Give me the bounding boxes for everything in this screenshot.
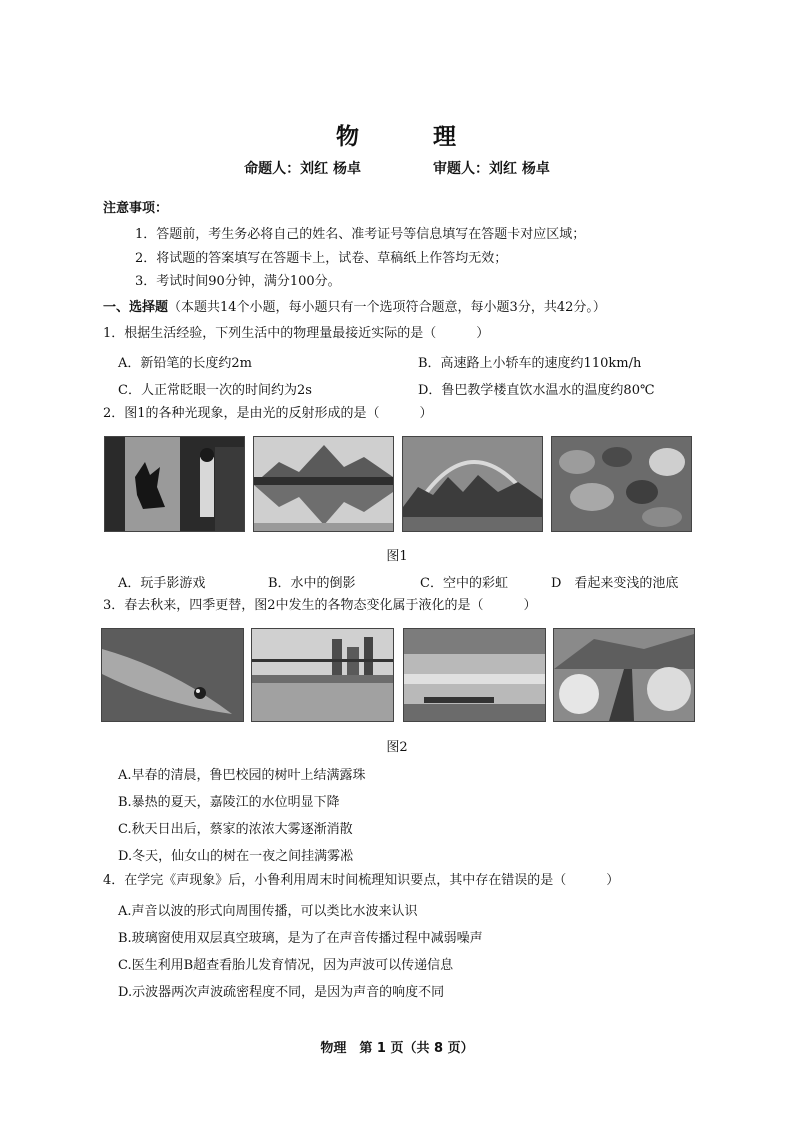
water-reflection-photo [253, 436, 394, 532]
question-2-text: 2．图1的各种光现象，是由光的反射形成的是（ [103, 406, 380, 421]
q2-option-a: A．玩手影游戏 [118, 576, 206, 591]
q3-option-d: D.冬天，仙女山的树在一夜之间挂满雾凇 [118, 849, 354, 864]
notice-item-1: 1．答题前，考生务必将自己的姓名、准考证号等信息填写在答题卡对应区域； [135, 227, 586, 242]
shadow-puppet-photo [104, 436, 245, 532]
dew-leaf-photo [101, 628, 244, 722]
question-4-text: 4．在学完《声现象》后，小鲁利用周末时间梳理知识要点，其中存在错误的是（ [103, 873, 567, 888]
q1-option-c: C．人正常眨眼一次的时间约为2s [118, 383, 312, 398]
reviewer-label: 审题人：刘红 杨卓 [433, 161, 550, 177]
question-4-close: ） [606, 873, 620, 888]
question-2-stem [103, 405, 433, 423]
question-3-text: 3．春去秋来，四季更替，图2中发生的各物态变化属于液化的是（ [103, 598, 484, 613]
q4-option-a: A.声音以波的形式向周围传播，可以类比水波来认识 [118, 904, 418, 919]
section-heading [103, 299, 606, 317]
question-2-close: ） [419, 406, 433, 421]
setter-label: 命题人：刘红 杨卓 [244, 161, 361, 177]
section-desc: （本题共14个小题，每小题只有一个选项符合题意，每小题3分，共42分。） [168, 300, 606, 315]
q1-option-b: B．高速路上小轿车的速度约110km/h [418, 356, 642, 371]
river-city-photo [251, 628, 394, 722]
title-char-1: 物 [336, 124, 361, 150]
q2-option-d: D 看起来变浅的池底 [551, 576, 679, 591]
q1-option-a: A．新铅笔的长度约2m [118, 356, 252, 371]
pool-bottom-photo [551, 436, 692, 532]
notice-heading: 注意事项： [103, 201, 169, 216]
q3-option-a: A.早春的清晨，鲁巴校园的树叶上结满露珠 [118, 768, 366, 783]
authors-line [0, 158, 794, 178]
notice-item-2: 2．将试题的答案填写在答题卡上，试卷、草稿纸上作答均无效； [135, 251, 508, 266]
notice-item-3: 3．考试时间90分钟，满分100分。 [135, 274, 341, 289]
question-1-stem [103, 325, 489, 343]
q4-option-b: B.玻璃窗使用双层真空玻璃，是为了在声音传播过程中减弱噪声 [118, 931, 483, 946]
q4-option-d: D.示波器两次声波疏密程度不同，是因为声音的响度不同 [118, 985, 445, 1000]
q1-option-d: D．鲁巴教学楼直饮水温水的温度约80℃ [418, 383, 655, 398]
q2-option-b: B．水中的倒影 [268, 576, 356, 591]
q4-option-c: C.医生利用B超查看胎儿发育情况，因为声波可以传递信息 [118, 958, 454, 973]
figure-2-caption: 图2 [386, 740, 408, 755]
page-title [0, 118, 794, 151]
title-char-2: 理 [433, 124, 458, 150]
q3-option-c: C.秋天日出后，蔡家的浓浓大雾逐渐消散 [118, 822, 353, 837]
fog-photo [403, 628, 546, 722]
question-4-stem [103, 872, 619, 890]
question-3-close: ） [523, 598, 537, 613]
page-footer: 物理 第 1 页（共 8 页） [320, 1041, 474, 1056]
q2-option-c: C．空中的彩虹 [420, 576, 508, 591]
question-1-close: ） [476, 326, 490, 341]
section-title: 一、选择题 [103, 300, 169, 315]
rime-tree-photo [553, 628, 695, 722]
rainbow-photo [402, 436, 543, 532]
question-1-text: 1．根据生活经验，下列生活中的物理量最接近实际的是（ [103, 326, 437, 341]
figure-1-caption: 图1 [386, 549, 408, 564]
question-3-stem [103, 597, 537, 615]
q3-option-b: B.暴热的夏天，嘉陵江的水位明显下降 [118, 795, 340, 810]
